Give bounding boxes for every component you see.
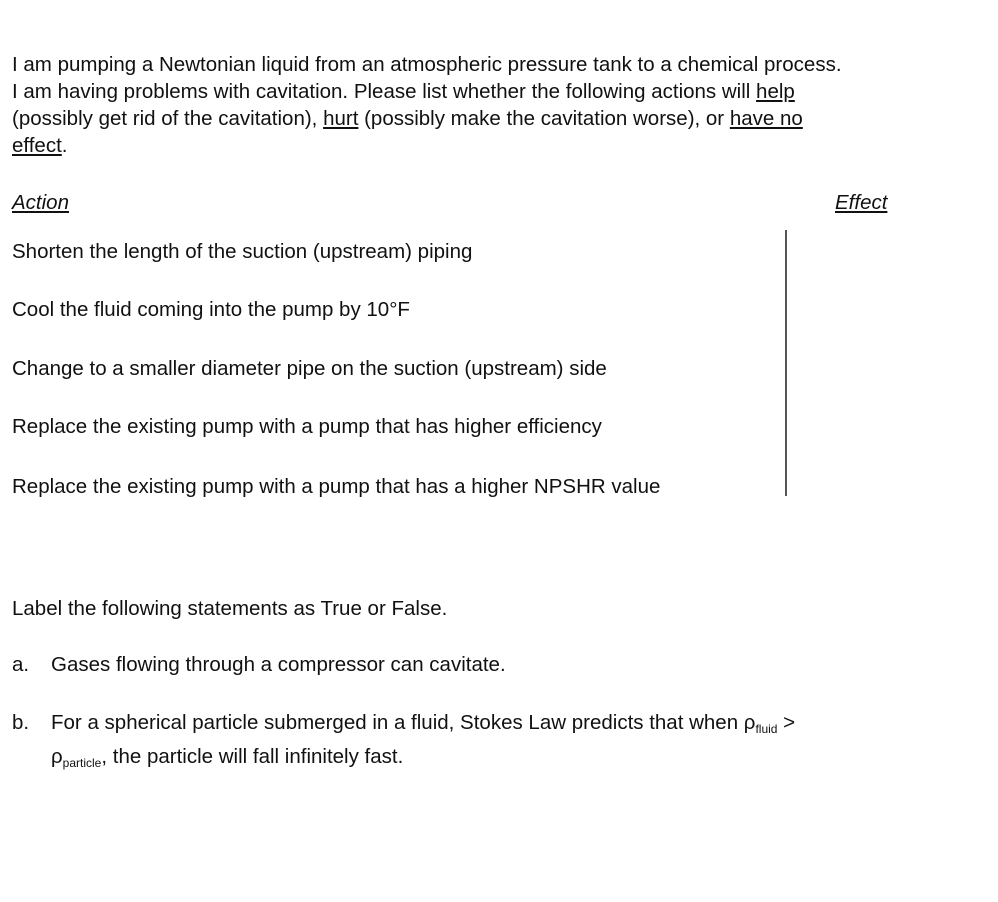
fluid-subscript: fluid: [755, 722, 778, 736]
true-false-title: Label the following statements as True or False.: [12, 597, 448, 620]
hurt-term: hurt: [323, 107, 359, 130]
action-item-3: Change to a smaller diameter pipe on the suction (upstream) side: [12, 357, 607, 380]
action-item-2: Cool the fluid coming into the pump by 10°F: [12, 298, 410, 321]
action-item-5: Replace the existing pump with a pump that has a higher NPSHR value: [12, 475, 661, 498]
have-no-term: have no: [729, 107, 803, 130]
action-column-header: Action: [12, 191, 69, 214]
intro-line-4: [12, 132, 987, 159]
statement-b-text-2: , the particle will fall infinitely fast.: [101, 745, 404, 768]
problem-intro: [12, 51, 987, 159]
intro-line-3-text: (possibly get rid of the cavitation),: [12, 107, 324, 130]
effect-column-header: Effect: [835, 191, 888, 214]
rho-particle-symbol: ρ: [51, 745, 63, 768]
intro-line-1: I am pumping a Newtonian liquid from an atmospheric pressure tank to a chemical process.: [12, 53, 842, 76]
statement-b-line-2: [51, 743, 971, 777]
greater-than-sign: >: [777, 711, 796, 734]
statement-a-text: Gases flowing through a compressor can cavitate.: [51, 653, 506, 676]
rho-fluid-symbol: ρ: [743, 711, 756, 734]
intro-line-2: [12, 78, 987, 105]
intro-line-3-mid: (possibly make the cavitation worse), or: [358, 107, 730, 130]
column-divider: [785, 230, 787, 496]
intro-line-3: [12, 105, 987, 132]
action-item-4: Replace the existing pump with a pump that has higher efficiency: [12, 415, 602, 438]
intro-line-2-text: I am having problems with cavitation. Please list whether the following actions will: [12, 80, 757, 103]
statement-b-marker: b.: [12, 711, 30, 734]
statement-a-marker: a.: [12, 653, 30, 676]
effect-term: effect: [12, 134, 62, 157]
help-term: help: [756, 80, 795, 103]
action-item-1: Shorten the length of the suction (upstream) piping: [12, 240, 473, 263]
statement-b-line-1: [51, 709, 971, 743]
particle-subscript: particle: [62, 756, 102, 770]
statement-b-body: [51, 709, 971, 777]
statement-b-text-1: For a spherical particle submerged in a fluid, Stokes Law predicts that when: [51, 711, 744, 734]
intro-line-4-period: .: [61, 134, 68, 157]
